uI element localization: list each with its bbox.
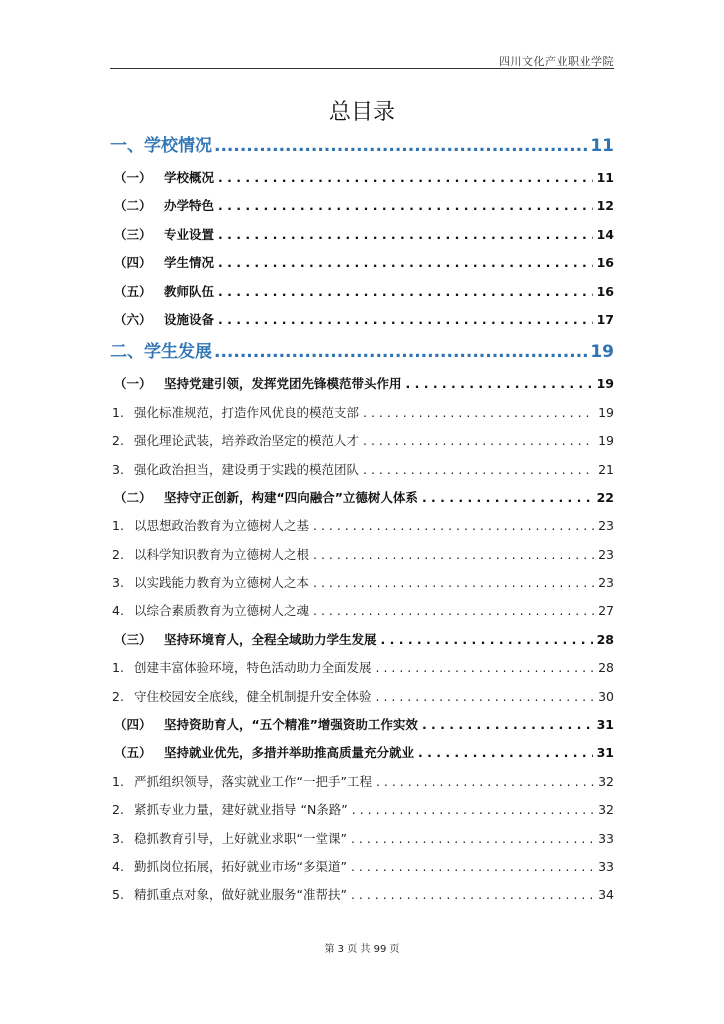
toc-dot-leader [218,164,593,192]
toc-dot-leader [418,739,593,767]
toc-entry-label [110,796,348,824]
toc-dot-leader [406,370,593,398]
toc-entry-label [110,334,212,370]
toc-entry[interactable] [110,796,614,824]
toc-dot-leader [218,278,593,306]
toc-entry-title: 学生情况 [164,255,215,271]
toc-entry-label [110,739,414,767]
toc-dot-leader [313,569,594,597]
toc-entry-title: 坚持守正创新，构建“四向融合”立德树人体系 [164,489,418,505]
toc-entry-number: 1. [112,773,124,789]
toc-entry-label [110,597,309,625]
toc-entry-page: 12 [596,198,614,214]
toc-entry-number: 1. [112,518,124,534]
toc-entry[interactable] [110,306,614,334]
toc-dot-leader [313,597,594,625]
toc-entry-title: 严抓组织领导，落实就业工作“一把手”工程 [134,773,372,789]
toc-entry-title: 学校概况 [164,170,215,185]
toc-entry[interactable] [110,541,614,569]
toc-entry-number: 3. [112,575,124,591]
toc-entry-title: 紧抓专业力量，建好就业指导 “N条路” [134,802,348,818]
toc-entry[interactable] [110,569,614,597]
toc-entry[interactable] [110,370,614,398]
toc-entry-title: 以思想政治教育为立德树人之基 [134,518,310,534]
toc-entry-title: 设施设备 [164,311,215,327]
toc-entry-number: 3. [112,830,124,846]
toc-entry-title: 坚持党建引领，发挥党团先锋模范带头作用 [164,376,402,392]
toc-entry-number: （一） [114,376,152,392]
toc-entry-title: 强化理论武装，培养政治坚定的模范人才 [134,433,360,449]
toc-entry-title: 以综合素质教育为立德树人之魂 [134,603,310,619]
toc-entry-number: 5. [112,887,124,903]
toc-entry-page: 23 [598,546,614,562]
toc-entry-label [110,825,347,853]
toc-entry-label [110,853,347,881]
toc-entry-number: 1. [112,404,124,420]
toc-dot-leader [352,796,594,824]
toc-entry-page: 19 [590,342,614,363]
toc-entry-page: 28 [598,660,614,676]
toc-entry[interactable] [110,164,614,192]
toc-entry-number: 4. [112,858,124,874]
toc-entry-label [110,569,309,597]
toc-entry-number: 2. [112,546,124,562]
toc-dot-leader [313,512,594,540]
toc-entry-label [110,278,214,306]
toc-entry[interactable] [110,711,614,739]
toc-entry[interactable] [110,654,614,682]
toc-entry-label [110,711,418,739]
toc-entry-title: 坚持资助育人，“五个精准”增强资助工作实效 [164,717,418,733]
toc-entry-title: 精抓重点对象，做好就业服务“准帮扶” [134,887,347,903]
toc-entry-page: 32 [598,802,614,818]
toc-entry-title: 办学特色 [164,198,215,214]
toc-entry-label [110,249,214,277]
toc-entry-title: 专业设置 [164,226,215,242]
toc-entry[interactable] [110,427,614,455]
toc-dot-leader [214,334,588,370]
table-of-contents [110,128,614,910]
toc-entry-label [110,484,418,512]
toc-entry-page: 11 [596,170,614,185]
toc-entry-page: 32 [598,773,614,789]
toc-dot-leader [376,654,595,682]
toc-entry-number: （五） [114,745,152,761]
toc-entry-title: 强化政治担当，建设勇于实践的模范团队 [134,461,360,477]
toc-entry[interactable] [110,597,614,625]
toc-entry-label [110,164,214,192]
toc-entry-title: 创建丰富体验环境，特色活动助力全面发展 [134,660,372,676]
toc-dot-leader [363,399,594,427]
toc-entry-label [110,306,214,334]
toc-entry-title: 以实践能力教育为立德树人之本 [134,575,310,591]
toc-entry-number: （四） [114,717,152,733]
toc-entry[interactable] [110,853,614,881]
toc-entry-number: 4. [112,603,124,619]
toc-entry-number: （三） [114,631,152,647]
toc-entry-number: （五） [114,283,152,299]
toc-entry[interactable] [110,512,614,540]
page-title: 总目录 [328,100,395,125]
toc-entry-page: 28 [596,631,614,647]
toc-entry-page: 30 [598,688,614,704]
toc-entry-title: 勤抓岗位拓展，拓好就业市场“多渠道” [134,858,347,874]
toc-entry-label [110,512,309,540]
toc-entry-page: 19 [598,404,614,420]
toc-entry-number: （四） [114,255,152,271]
toc-entry-label [110,626,377,654]
toc-entry-page: 31 [596,745,614,761]
toc-dot-leader [422,484,593,512]
toc-entry-page: 34 [598,887,614,903]
toc-dot-leader [381,626,593,654]
header-school-name: 四川文化产业职业学院 [499,55,614,68]
toc-dot-leader [218,306,593,334]
toc-entry[interactable] [110,249,614,277]
toc-entry-page: 17 [596,311,614,327]
toc-entry[interactable] [110,456,614,484]
toc-entry[interactable] [110,739,614,767]
toc-entry-title: 以科学知识教育为立德树人之根 [134,546,310,562]
toc-entry-page: 33 [598,830,614,846]
toc-entry-label [110,456,359,484]
toc-entry[interactable] [110,825,614,853]
toc-entry[interactable] [110,192,614,220]
toc-dot-leader [313,541,594,569]
toc-entry-label [110,192,214,220]
toc-entry-number: （六） [114,311,152,327]
toc-entry[interactable] [110,128,614,164]
toc-dot-leader [422,711,593,739]
toc-dot-leader [218,249,593,277]
toc-entry-label [110,768,372,796]
toc-entry-title: 教师队伍 [164,283,215,299]
toc-entry-number: （一） [114,170,152,185]
toc-entry-page: 19 [598,433,614,449]
toc-entry-number: （三） [114,226,152,242]
toc-entry-page: 22 [596,489,614,505]
toc-entry-page: 16 [596,283,614,299]
toc-entry-page: 31 [596,717,614,733]
toc-entry-number: 2. [112,688,124,704]
toc-dot-leader [376,683,595,711]
toc-entry-number: 2. [112,802,124,818]
toc-dot-leader [363,427,594,455]
toc-entry-page: 27 [598,603,614,619]
toc-entry[interactable] [110,399,614,427]
toc-entry-page: 11 [590,136,614,156]
toc-entry-title: 坚持就业优先，多措并举助推高质量充分就业 [164,745,415,761]
toc-entry[interactable] [110,334,614,370]
toc-entry-number: 1. [112,660,124,676]
toc-entry-title: 一、学校情况 [110,136,212,156]
toc-dot-leader [376,768,594,796]
toc-entry[interactable] [110,221,614,249]
toc-dot-leader [218,221,593,249]
toc-dot-leader [218,192,593,220]
toc-entry[interactable] [110,626,614,654]
toc-entry-label [110,881,347,909]
toc-entry-title: 守住校园安全底线，健全机制提升安全体验 [134,688,372,704]
page-footer: 第 3 页 共 99 页 [324,944,400,955]
toc-entry-label [110,427,359,455]
toc-entry-title: 二、学生发展 [110,342,212,363]
toc-entry-title: 稳抓教育引导，上好就业求职“一堂课” [134,830,347,846]
toc-entry-page: 21 [598,461,614,477]
toc-dot-leader [351,853,594,881]
toc-dot-leader [214,128,588,164]
toc-dot-leader [351,825,594,853]
toc-entry-label [110,541,309,569]
header-divider [110,68,614,69]
toc-entry-page: 16 [596,255,614,271]
toc-entry-number: 2. [112,433,124,449]
toc-entry-label [110,128,212,164]
toc-entry-page: 33 [598,858,614,874]
toc-entry-number: 3. [112,461,124,477]
toc-entry-title: 强化标准规范，打造作风优良的模范支部 [134,404,360,420]
toc-entry-label [110,683,372,711]
toc-entry-page: 19 [596,376,614,392]
toc-entry-label [110,221,214,249]
toc-entry-label [110,654,372,682]
toc-dot-leader [363,456,594,484]
toc-entry[interactable] [110,768,614,796]
toc-entry-page: 23 [598,575,614,591]
toc-entry-label [110,370,402,398]
toc-dot-leader [351,881,594,909]
toc-entry-label [110,399,359,427]
toc-entry-page: 23 [598,518,614,534]
toc-entry[interactable] [110,278,614,306]
toc-entry[interactable] [110,881,614,909]
toc-entry[interactable] [110,484,614,512]
toc-entry-page: 14 [596,226,614,242]
toc-entry-number: （二） [114,489,152,505]
toc-entry[interactable] [110,683,614,711]
toc-entry-title: 坚持环境育人，全程全域助力学生发展 [164,631,377,647]
toc-entry-number: （二） [114,198,152,214]
